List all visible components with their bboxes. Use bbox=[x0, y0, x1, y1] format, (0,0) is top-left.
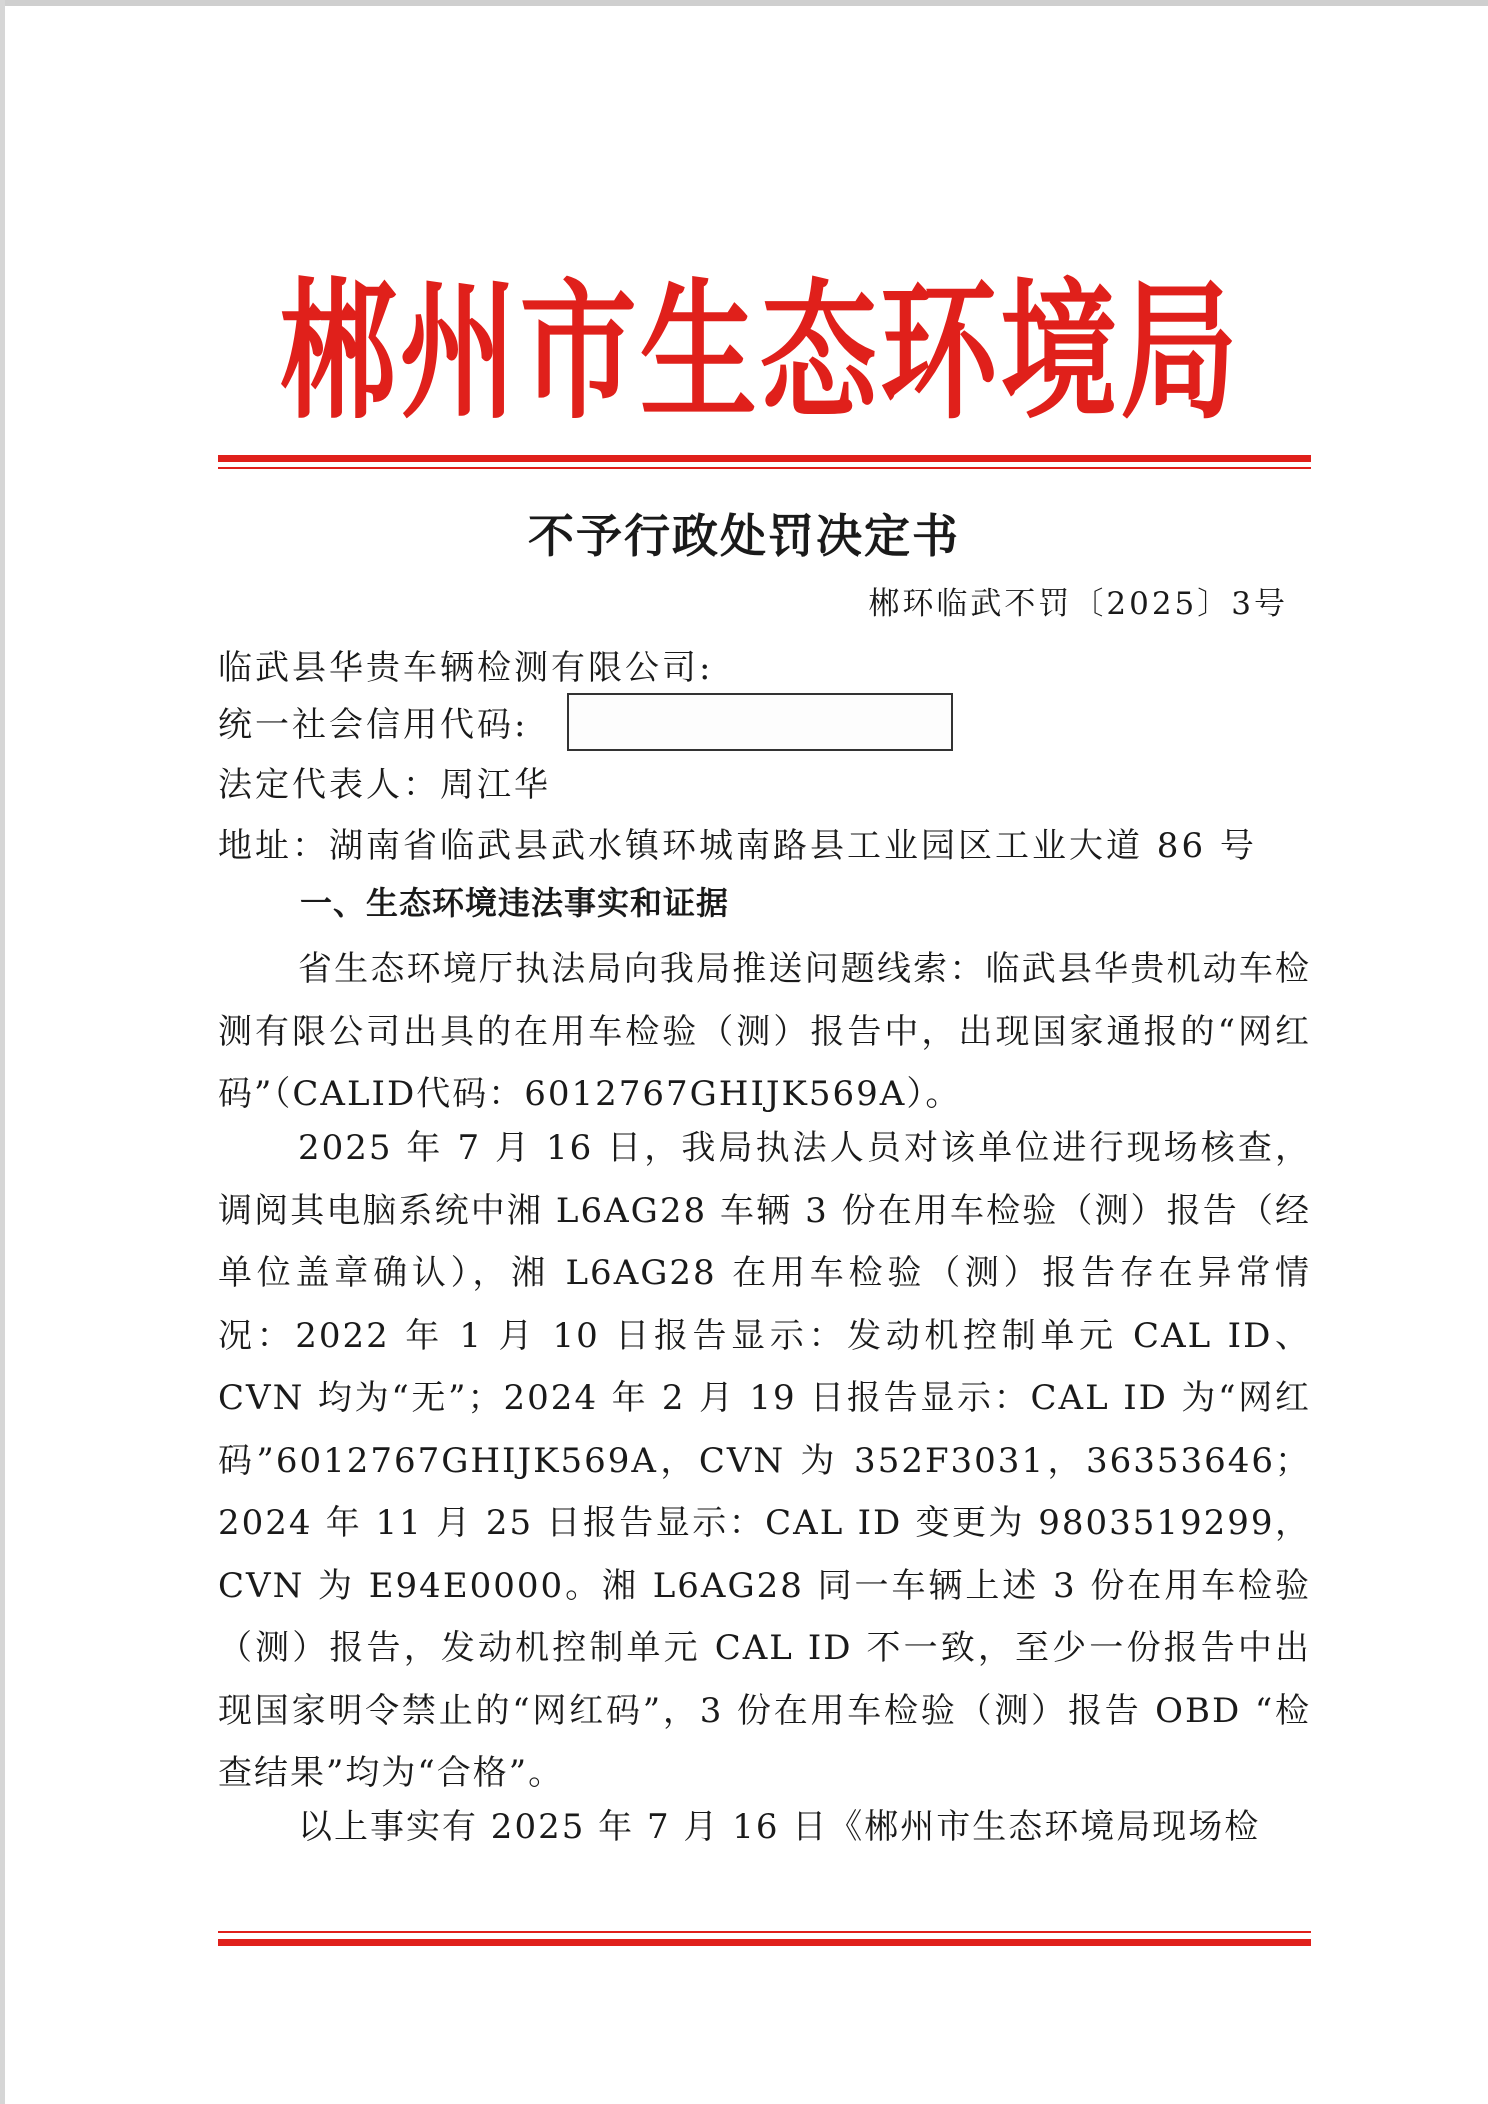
redacted-credit-code bbox=[567, 693, 953, 751]
scan-edge-left bbox=[0, 0, 5, 2104]
letterhead-text: 郴州市生态环境局 bbox=[279, 266, 1241, 440]
credit-code-label: 统一社会信用代码: bbox=[218, 705, 529, 745]
footer-rule-thin bbox=[218, 1931, 1311, 1933]
document-number: 郴环临武不罚〔2025〕3号 bbox=[868, 586, 1288, 622]
body-paragraph-3: 以上事实有 2025 年 7 月 16 日《郴州市生态环境局现场检 bbox=[298, 1807, 1261, 1847]
legal-representative: 法定代表人：周江华 bbox=[218, 765, 551, 805]
footer-rule-thick bbox=[218, 1939, 1311, 1946]
body-paragraph-1: 省生态环境厅执法局向我局推送问题线索：临武县华贵机动车检测有限公司出具的在用车检验（测）报告中，出现国家通报的“网红码”（CALID代码：6012767GHIJK569A）。 bbox=[218, 949, 1311, 1114]
scan-edge-top bbox=[0, 0, 1488, 6]
letterhead-rule-thick bbox=[218, 455, 1311, 462]
letterhead-rule-thin bbox=[218, 467, 1311, 469]
section-heading: 一、生态环境违法事实和证据 bbox=[300, 884, 730, 922]
letterhead bbox=[200, 258, 1320, 448]
recipient-address: 地址：湖南省临武县武水镇环城南路县工业园区工业大道 86 号 bbox=[218, 826, 1257, 866]
document-title: 不予行政处罚决定书 bbox=[528, 509, 960, 563]
recipient-company: 临武县华贵车辆检测有限公司: bbox=[218, 648, 714, 688]
body-paragraph-2: 2025 年 7 月 16 日，我局执法人员对该单位进行现场核查，调阅其电脑系统中湘 L6AG28 车辆 3 份在用车检验（测）报告（经单位盖章确认），湘 L6AG28 在用车检验（测）报告存在异常情况：2022 年 1 月 10 日报告显示：发动机控制单元 CAL ID、CVN 均为“无”；2024 年 2 月 19 日报告显示：CAL ID 为“网红码”6012767GHIJK569A，CVN 为 352F3031，36353646；2024 年 11 月 25 日报告显示：CAL ID 变更为 9803519299，CVN 为 E94E0000。湘 L6AG28 同一车辆上述 3 份在用车检验（测）报告，发动机控制单元 CAL ID 不一致，至少一份报告中出现国家明令禁止的“网红码”，3 份在用车检验（测）报告 OBD “检查结果”均为“合格”。 bbox=[218, 1128, 1311, 1793]
